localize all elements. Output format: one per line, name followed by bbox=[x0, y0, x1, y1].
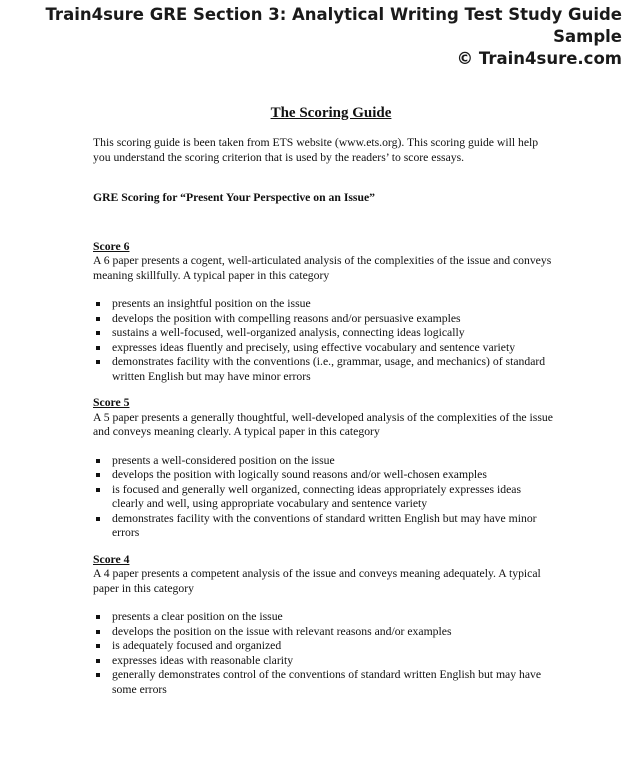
criteria-item: presents an insightful position on the issue bbox=[93, 297, 553, 312]
criteria-item: is adequately focused and organized bbox=[93, 639, 553, 654]
criteria-item: develops the position on the issue with relevant reasons and/or examples bbox=[93, 625, 553, 640]
criteria-item: presents a clear position on the issue bbox=[93, 610, 553, 625]
score-criteria-list bbox=[93, 454, 553, 541]
score-description: A 5 paper presents a generally thoughtful, well-developed analysis of the complexities of the issue and conveys meaning clearly. A typical paper in this category bbox=[93, 410, 553, 438]
criteria-item: develops the position with compelling reasons and/or persuasive examples bbox=[93, 312, 553, 327]
criteria-item: demonstrates facility with the conventions (i.e., grammar, usage, and mechanics) of standard written English but may have minor errors bbox=[93, 355, 553, 384]
section-heading: GRE Scoring for “Present Your Perspective on an Issue” bbox=[93, 191, 375, 204]
criteria-item: expresses ideas with reasonable clarity bbox=[93, 654, 553, 669]
score-description: A 6 paper presents a cogent, well-articulated analysis of the complexities of the issue and conveys meaning skillfully. A typical paper in this category bbox=[93, 254, 552, 282]
criteria-item: demonstrates facility with the conventions of standard written English but may have minor errors bbox=[93, 512, 553, 541]
criteria-item: is focused and generally well organized, connecting ideas appropriately expresses ideas clearly and well, using appropriate vocabulary and sentence variety bbox=[93, 483, 553, 512]
criteria-item: develops the position with logically sound reasons and/or well-chosen examples bbox=[93, 468, 553, 483]
score-6-section bbox=[93, 240, 553, 385]
score-title: Score 5 bbox=[93, 396, 130, 409]
score-5-section bbox=[93, 396, 553, 541]
score-description: A 4 paper presents a competent analysis of the issue and conveys meaning adequately. A typical paper in this category bbox=[93, 567, 541, 595]
criteria-item: sustains a well-focused, well-organized analysis, connecting ideas logically bbox=[93, 326, 553, 341]
document-body bbox=[93, 100, 553, 709]
header-copyright: © Train4sure.com bbox=[456, 49, 622, 68]
criteria-item: presents a well-considered position on the issue bbox=[93, 454, 553, 469]
score-title: Score 6 bbox=[93, 239, 130, 253]
score-criteria-list bbox=[93, 610, 553, 697]
score-4-section bbox=[93, 553, 553, 698]
document-title: The Scoring Guide bbox=[270, 105, 392, 121]
criteria-item: generally demonstrates control of the conventions of standard written English but may have some errors bbox=[93, 668, 553, 697]
score-criteria-list bbox=[93, 297, 553, 384]
intro-paragraph: This scoring guide is been taken from ETS website (www.ets.org). This scoring guide will help you understand the scoring criterion that is used by the readers’ to score essays. bbox=[93, 136, 539, 164]
page-header bbox=[8, 4, 622, 70]
score-title: Score 4 bbox=[93, 552, 130, 566]
header-title: Train4sure GRE Section 3: Analytical Writing Test Study Guide Sample bbox=[45, 5, 622, 46]
criteria-item: expresses ideas fluently and precisely, using effective vocabulary and sentence variety bbox=[93, 341, 553, 356]
